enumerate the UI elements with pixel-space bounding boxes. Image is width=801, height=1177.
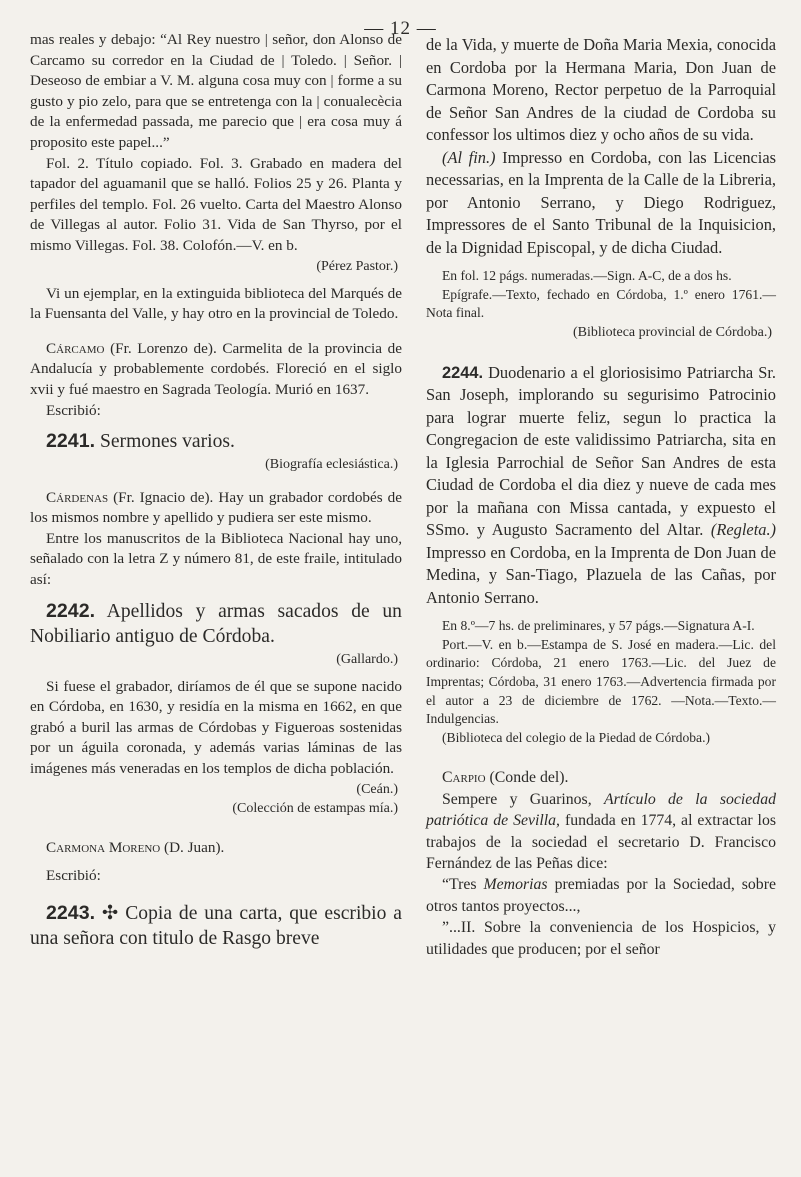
entry-number: 2244.	[442, 363, 484, 382]
entry-number: 2242.	[46, 599, 96, 622]
copy-location-note: Vi un ejemplar, en la extinguida biblioteca del Marqués de la Fuensanta del Valle, y hay otro en la provincial de Toledo.	[30, 284, 402, 323]
source-citation: (Biografía eclesiástica.)	[265, 456, 398, 472]
page-number: — 12 —	[364, 18, 437, 39]
engraver-note: Si fuese el grabador, diríamos de él que se supone nacido en Córdoba, en 1630, y residía en la misma en 1662, en que grabó a buril las armas de Córdobas y Figueroas sostenidas por un águila coronada, y además varias láminas de las imágenes más veneradas en los templos de dicha población.	[30, 677, 402, 777]
author-name: Cárdenas	[46, 488, 109, 506]
entry-2242	[30, 599, 402, 650]
note-text: Sempere y Guarinos,	[442, 790, 604, 808]
quote-continuation: mas reales y debajo: “Al Rey nuestro | señor, don Alonso de Carcamo su corredor en la Ciudad de | Toledo. | Señor. | Deseoso de embiar a V. M. alguna cosa muy con | forme a su gusto y pio zelo, para que se entretenga con la | conualecècia de la enfermedad passada, me parecio que | era cosa muy á proposito este papel...”	[30, 31, 402, 151]
author-bio: (Fr. Lorenzo de). Carmelita de la provincia de Andalucía y probablemente cordobés. Floreció en el siglo xvii y fué maestro en Sagrada Teología. Murió en 1637.	[30, 339, 402, 398]
author-entry-carmona	[30, 838, 402, 859]
source-citation: (Pérez Pastor.)	[316, 258, 398, 274]
author-name: Carmona Moreno	[46, 838, 161, 856]
entry-number: 2241.	[46, 430, 96, 453]
entry-2243	[30, 901, 402, 952]
source-citation: (Ceán.)	[356, 781, 398, 797]
manuscript-note: Entre los manuscritos de la Biblioteca Nacional hay uno, señalado con la letra Z y número 81, de este fraile, intitulado así:	[30, 529, 402, 588]
quote-continuation: ”...II. Sobre la conveniencia de los Hospicios, y utilidades que producen; por el señor	[426, 919, 776, 958]
wrote-label: Escribió:	[46, 867, 101, 885]
entry-title: Duodenario a el gloriosisimo Patriarcha Sr. San Joseph, implorando su segurisimo Patrocinio para lograr muerte feliz, segun lo practica la Congregacion de este validissimo Patriarcha, sita en la Iglesia Parrochial de Señor San Andres de esta Ciudad de Cordoba el dia diez y nueve de cada mes por la mañana con Missa cantada, y expuesto el SSmo. y Augusto Sacramento del Altar.	[426, 362, 776, 540]
note-text: fundada en 1774, al extractar los trabajos de la sociedad el secretario D. Francisco Fernández de las Peñas dice:	[426, 812, 776, 873]
collation: En 8.º—7 hs. de preliminares, y 57 págs.—Signatura A-I.	[442, 618, 755, 634]
entry-title: Apellidos y armas sacados de un Nobiliario antiguo de Córdoba.	[30, 600, 402, 648]
sempere-note	[426, 789, 776, 875]
entry-number: 2243.	[46, 901, 96, 924]
epigraph-note: Epígrafe.—Texto, fechado en Córdoba, 1.º enero 1761.—Nota final.	[426, 286, 776, 321]
title-continuation: de la Vida, y muerte de Doña Maria Mexia, conocida en Cordoba por la Hermana Maria, Don Juan de Carmona Moreno, Rector perpetuo de la Parroquial de Señor San Andres de la ciudad de Cordoba su confessor los ultimos diez y ocho años de su vida.	[426, 35, 776, 144]
author-name: Cárcamo	[46, 339, 105, 357]
column-divider	[411, 30, 412, 1160]
quote-text: premiadas por la Sociedad, sobre otros tantos proyectos...,	[426, 876, 776, 915]
author-entry-carpio	[426, 767, 776, 788]
author-bio: (D. Juan).	[160, 838, 225, 856]
author-entry-cardenas	[30, 488, 402, 529]
entry-description: Fol. 2. Título copiado. Fol. 3. Grabado en madera del tapador del aguamanil que se halló. Folios 25 y 26. Planta y perfiles del templo. Fol. 26 vuelto. Carta del Maestro Alonso de Villegas al autor. Folio 31. Vida de San Thyrso, por el mismo Villegas. Fol. 38. Colofón.—V. en b.	[30, 154, 402, 254]
imprint-text: Impresso en Cordoba, con las Licencias necessarias, en la Imprenta de la Calle de la Libreria, por Antonio Serrano, y Diego Rodriguez, Impressores de el Santo Tribunal de la Inquisicion, de la Dignidad Episcopal, y de dicha Ciudad.	[426, 147, 777, 257]
library-citation: (Biblioteca provincial de Córdoba.)	[572, 324, 772, 340]
imprint-text: Impresso en Cordoba, en la Imprenta de Don Juan de Medina, y San-Tiago, Plazuela de las Cañas, por Antonio Serrano.	[426, 542, 776, 607]
collation: En fol. 12 págs. numeradas.—Sign. A-C, de a dos hs.	[442, 268, 732, 283]
article-title: Artículo de la sociedad patriótica de Sevilla,	[426, 790, 776, 830]
imprint-label: (Al fin.)	[442, 147, 496, 167]
quote-text: “Tres	[442, 876, 484, 894]
imprint-label: (Regleta.)	[710, 520, 776, 540]
library-citation: (Biblioteca del colegio de la Piedad de Córdoba.)	[442, 729, 711, 745]
quote-italic: Memorias	[483, 876, 548, 894]
entry-title: Sermones varios.	[99, 431, 235, 453]
author-name: Carpio	[442, 769, 486, 787]
source-citation: (Gallardo.)	[336, 651, 398, 667]
entry-title: Copia de una carta, que escribio a una señora con titulo de Rasgo breve	[30, 902, 402, 950]
right-column	[426, 34, 776, 960]
author-bio: (Conde del).	[485, 769, 569, 787]
entry-2244	[426, 362, 776, 610]
source-citation: (Colección de estampas mía.)	[232, 800, 398, 816]
author-entry-carcamo	[30, 339, 402, 401]
imprint	[426, 147, 776, 260]
author-bio: (Fr. Ignacio de). Hay un grabador cordobés de los mismos nombre y apellido y pudiera ser este mismo.	[30, 488, 402, 527]
entry-2241	[30, 429, 402, 455]
contents-details: Port.—V. en b.—Estampa de S. José en madera.—Lic. del ordinario: Córdoba, 21 enero 1763.—Lic. del Juez de Imprentas; Córdoba, 31 enero 1763.—Advertencia firmada por el autor a 23 de diciembre de 1762. —Nota.—Texto.—Indulgencias.	[426, 636, 776, 727]
left-column	[30, 30, 402, 952]
quote	[426, 874, 776, 917]
wrote-label: Escribió:	[46, 401, 101, 419]
cross-icon: ✣	[101, 902, 119, 924]
